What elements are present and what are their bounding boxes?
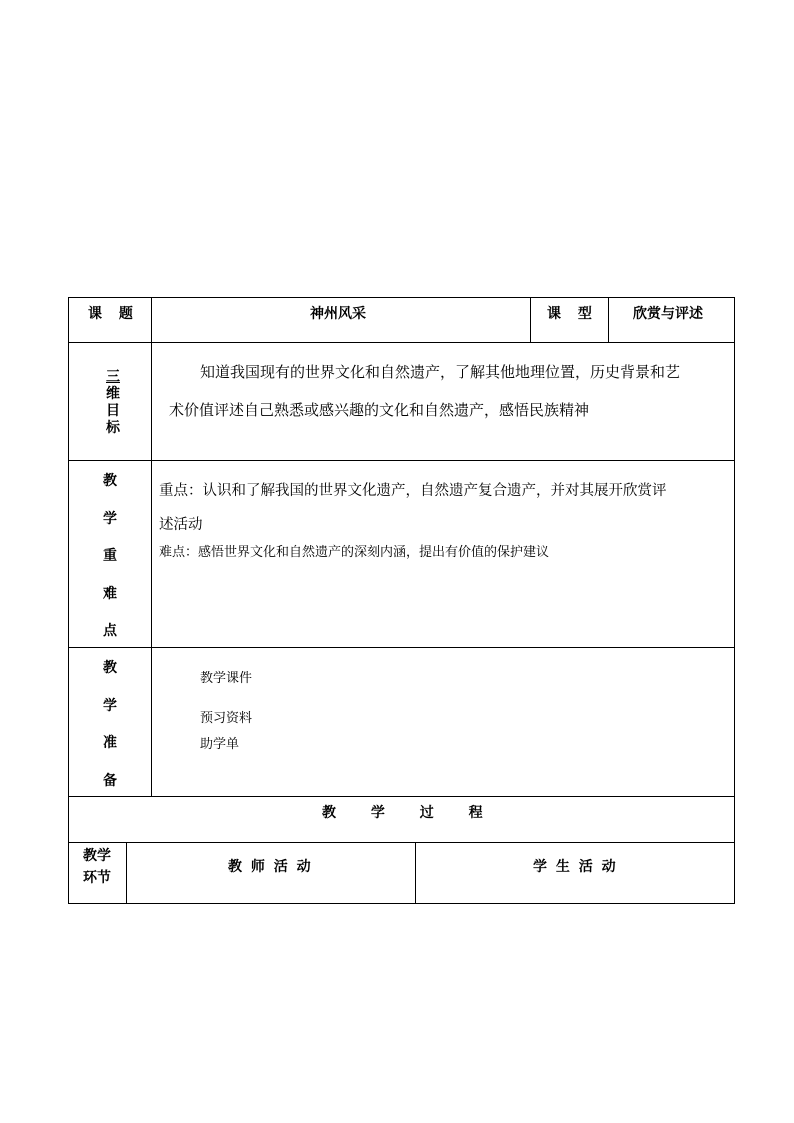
key-points-label-char: 难: [103, 585, 117, 602]
preparation-label: [103, 650, 117, 800]
preparation-label-char: 学: [103, 697, 117, 714]
row-divider-5: [68, 842, 735, 843]
stage-column-divider: [126, 842, 127, 904]
objectives-line-1: 知道我国现有的世界文化和自然遗产，了解其他地理位置，历史背景和艺: [200, 363, 681, 381]
type-label: 课 型: [547, 306, 598, 322]
preparation-label-char: 准: [103, 735, 117, 751]
student-activity-label: 学 生 活 动: [533, 859, 616, 875]
objectives-label-char: 标: [106, 420, 120, 436]
preparation-item: 预习资料: [200, 711, 253, 726]
preparation-label-char: 备: [103, 772, 117, 789]
type-value: 欣赏与评述: [633, 306, 703, 322]
topic-value: 神州风采: [310, 306, 366, 322]
label-column-divider: [151, 297, 152, 797]
key-points-label-char: 点: [103, 623, 117, 639]
difficulty-line: 难点：感悟世界文化和自然遗产的深刻内涵，提出有价值的保护建议: [159, 545, 550, 560]
table-border-bottom: [68, 903, 735, 904]
objectives-label: [106, 369, 120, 437]
teacher-activity-label: 教 师 活 动: [228, 859, 311, 875]
row-divider-2: [68, 460, 735, 461]
header-divider-type-label: [530, 297, 531, 343]
process-title: 教 学 过 程: [322, 805, 483, 821]
key-points-label-char: 重: [103, 548, 117, 564]
key-points-label-char: 学: [103, 510, 117, 527]
table-border-right: [734, 297, 735, 904]
objectives-line-2: 术价值评述自己熟悉或感兴趣的文化和自然遗产，感悟民族精神: [169, 401, 590, 419]
focus-line-2: 述活动: [159, 517, 203, 533]
preparation-label-char: 教: [103, 660, 117, 676]
row-divider-3: [68, 647, 735, 648]
preparation-item: 助学单: [200, 737, 240, 752]
row-divider-1: [68, 342, 735, 343]
table-border-left: [68, 297, 69, 904]
key-points-label: [103, 463, 117, 651]
lesson-plan-table: [68, 297, 735, 904]
row-divider-4: [68, 796, 735, 797]
stage-label-line-2: 环节: [83, 870, 111, 886]
table-border-top: [68, 297, 735, 298]
objectives-label-char: 三: [106, 369, 120, 385]
stage-label-line-1: 教学: [83, 848, 111, 864]
activity-column-divider: [415, 842, 416, 904]
focus-line-1: 重点：认识和了解我国的世界文化遗产，自然遗产复合遗产，并对其展开欣赏评: [159, 483, 667, 499]
objectives-label-char: 维: [106, 386, 120, 402]
header-divider-type-value: [608, 297, 609, 343]
preparation-item: 教学课件: [200, 671, 253, 686]
key-points-label-char: 教: [103, 473, 117, 489]
objectives-label-char: 目: [106, 403, 120, 419]
topic-label: 课 题: [88, 306, 139, 322]
